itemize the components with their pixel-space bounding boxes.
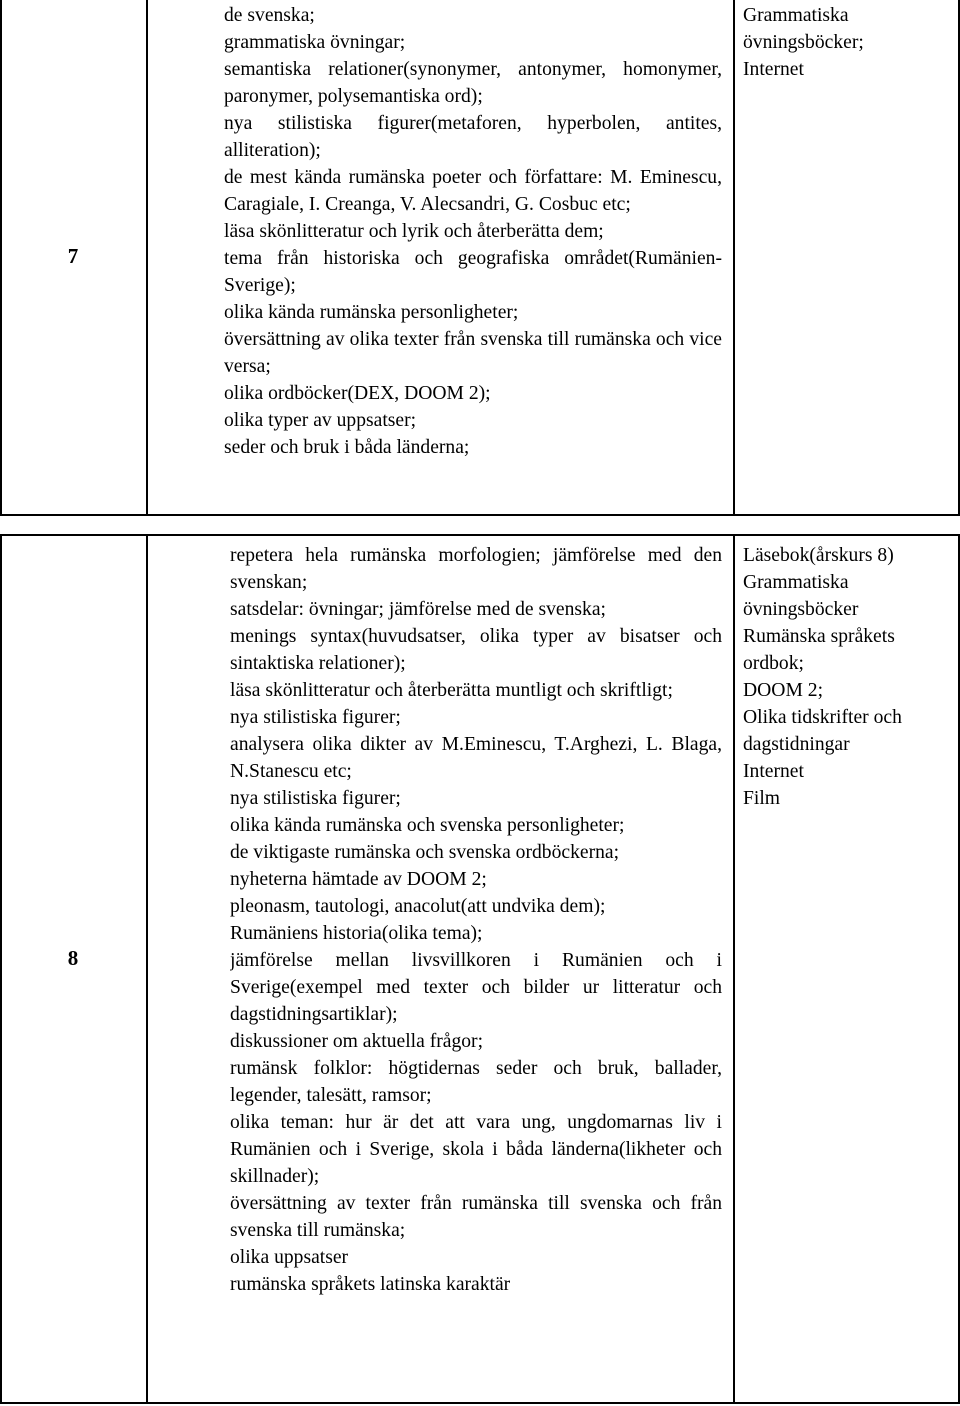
- list-item-text: analysera olika dikter av M.Eminescu, T.Arghezi, L. Blaga, N.Stanescu etc;: [230, 734, 722, 782]
- list-item: [224, 2, 722, 29]
- list-item-text: olika kända rumänska personligheter;: [224, 302, 519, 323]
- resource-item: dagstidningar: [743, 734, 850, 755]
- list-item-text: repetera hela rumänska morfologien; jämförelse med den svenskan;: [230, 545, 722, 593]
- list-item-text: grammatiska övningar;: [224, 32, 406, 53]
- row-8-top-border: [0, 534, 960, 536]
- list-item: [224, 245, 722, 299]
- list-item-text: olika kända rumänska och svenska personligheter;: [230, 815, 625, 836]
- list-item-text: tema från historiska och geografiska området(Rumänien-Sverige);: [224, 248, 722, 296]
- list-item: [230, 623, 722, 677]
- list-item-text: olika teman: hur är det att vara ung, ungdomarnas liv i Rumänien och i Sverige, skola i båda länderna(likheter och skillnader);: [230, 1112, 722, 1187]
- row-7-topics-list: [224, 2, 722, 461]
- list-item-text: de mest kända rumänska poeter och författare: M. Eminescu, Caragiale, I. Creanga, V. Alecsandri, G. Cosbuc etc;: [224, 167, 722, 215]
- row-8-resources: [743, 542, 953, 812]
- list-item: [224, 299, 722, 326]
- list-item: [224, 326, 722, 380]
- list-item: [230, 839, 722, 866]
- resource-item: DOOM 2;: [743, 680, 824, 701]
- list-item-text: satsdelar: övningar; jämförelse med de svenska;: [230, 599, 606, 620]
- list-item: [230, 812, 722, 839]
- list-item: [230, 785, 722, 812]
- list-item: [230, 1271, 722, 1298]
- list-item: [224, 29, 722, 56]
- list-item-text: läsa skönlitteratur och återberätta muntligt och skriftligt;: [230, 680, 673, 701]
- list-item: [224, 218, 722, 245]
- list-item: [230, 596, 722, 623]
- resource-item: Grammatiska: [743, 572, 849, 593]
- row-7-bottom-border: [0, 514, 960, 516]
- list-item: [230, 947, 722, 1028]
- resource-item: Rumänska språkets: [743, 626, 895, 647]
- list-item-text: olika uppsatser: [230, 1247, 349, 1268]
- list-item: [224, 380, 722, 407]
- list-item: [230, 1055, 722, 1109]
- list-item-text: olika typer av uppsatser;: [224, 410, 417, 431]
- list-item: [230, 893, 722, 920]
- list-item: [230, 542, 722, 596]
- list-item: [230, 1190, 722, 1244]
- resource-item: Film: [743, 788, 781, 809]
- list-item-text: läsa skönlitteratur och lyrik och återberätta dem;: [224, 221, 604, 242]
- list-item-text: diskussioner om aktuella frågor;: [230, 1031, 484, 1052]
- list-item-text: översättning av olika texter från svenska till rumänska och vice versa;: [224, 329, 722, 377]
- list-item-text: jämförelse mellan livsvillkoren i Rumänien och i Sverige(exempel med texter och bilder ur litteratur och dagstidningsartiklar);: [230, 950, 722, 1025]
- resource-item: Olika tidskrifter och: [743, 707, 902, 728]
- list-item: [230, 866, 722, 893]
- row-8-topics-list: [230, 542, 722, 1298]
- list-item: [224, 56, 722, 110]
- list-item: [230, 704, 722, 731]
- resource-item: ordbok;: [743, 653, 804, 674]
- list-item: [224, 110, 722, 164]
- list-item-text: nya stilistiska figurer;: [230, 707, 401, 728]
- list-item-text: pleonasm, tautologi, anacolut(att undvika dem);: [230, 896, 606, 917]
- list-item-text: rumänsk folklor: högtidernas seder och bruk, ballader, legender, talesätt, ramsor;: [230, 1058, 722, 1106]
- list-item-text: menings syntax(huvudsatser, olika typer av bisatser och sintaktiska relationer);: [230, 626, 722, 674]
- list-item-text: Rumäniens historia(olika tema);: [230, 923, 483, 944]
- list-item-text: de viktigaste rumänska och svenska ordböckerna;: [230, 842, 620, 863]
- row-7-number: 7: [67, 244, 79, 268]
- list-item: [230, 1028, 722, 1055]
- list-item-text: rumänska språkets latinska karaktär: [230, 1274, 511, 1295]
- list-item: [224, 164, 722, 218]
- row-7-divider-1: [146, 0, 148, 516]
- list-item: [230, 1109, 722, 1190]
- resource-item: övningsböcker;: [743, 32, 864, 53]
- list-item-text: nya stilistiska figurer(metaforen, hyperbolen, antites, alliteration);: [224, 113, 722, 161]
- resource-item: Internet: [743, 761, 804, 782]
- list-item-text: semantiska relationer(synonymer, antonymer, homonymer, paronymer, polysemantiska ord);: [224, 59, 722, 107]
- row-8-divider-1: [146, 534, 148, 1404]
- row-8-number: 8: [67, 946, 79, 970]
- list-item: [224, 407, 722, 434]
- list-item: [230, 677, 722, 704]
- row-8-bottom-border: [0, 1402, 960, 1404]
- list-item: [224, 434, 722, 461]
- list-item-text: översättning av texter från rumänska till svenska och från svenska till rumänska;: [230, 1193, 722, 1241]
- resource-item: Grammatiska: [743, 5, 849, 26]
- row-7-resources: [743, 2, 953, 83]
- list-item-text: nyheterna hämtade av DOOM 2;: [230, 869, 487, 890]
- row-8-divider-2: [733, 534, 735, 1404]
- list-item: [230, 920, 722, 947]
- resource-item: Internet: [743, 59, 804, 80]
- resource-item: Läsebok(årskurs 8): [743, 545, 894, 566]
- list-item-text: seder och bruk i båda länderna;: [224, 437, 470, 458]
- list-item-text: nya stilistiska figurer;: [230, 788, 401, 809]
- list-item: [230, 1244, 722, 1271]
- row-7-divider-2: [733, 0, 735, 516]
- list-item: [230, 731, 722, 785]
- list-item-text: olika ordböcker(DEX, DOOM 2);: [224, 383, 491, 404]
- resource-item: övningsböcker: [743, 599, 859, 620]
- list-item-text: de svenska;: [224, 5, 315, 26]
